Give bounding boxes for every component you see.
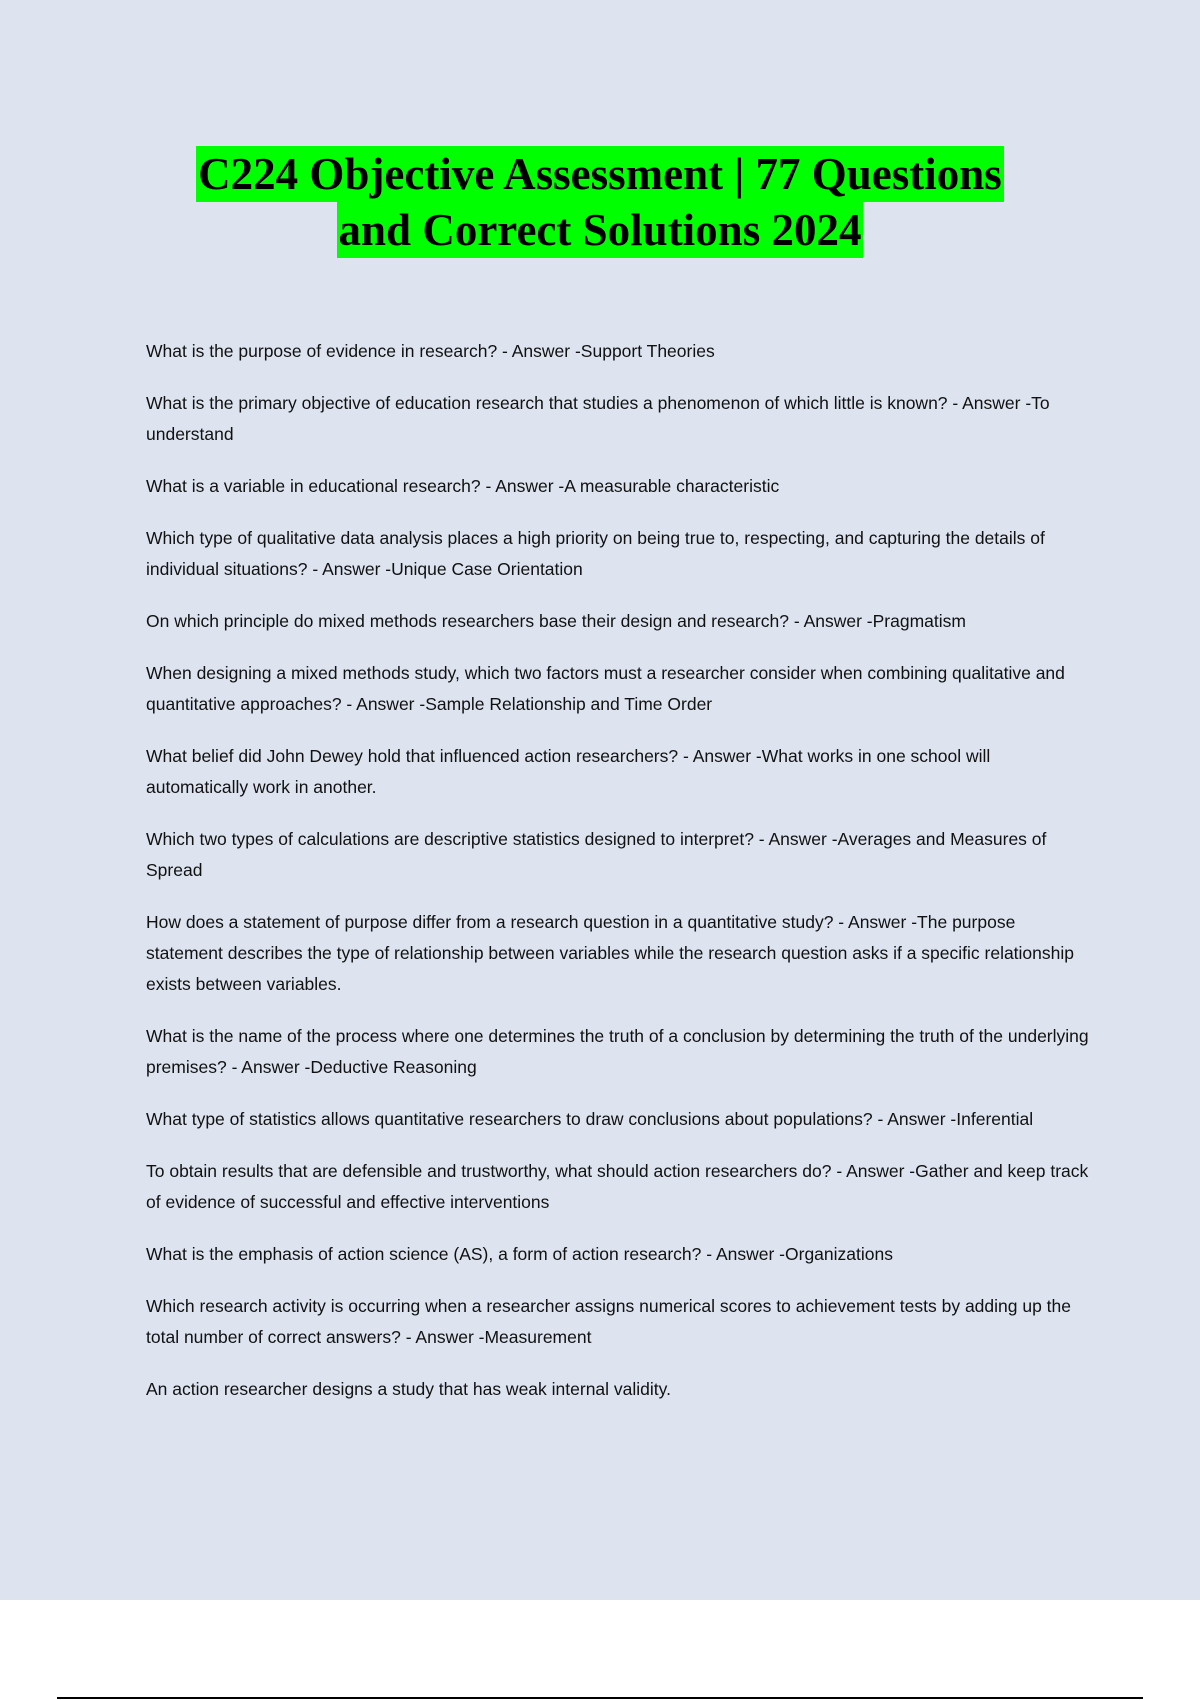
document-title <box>0 146 1200 258</box>
qa-item: To obtain results that are defensible and trustworthy, what should action researchers do? - Answer -Gather and keep track of evidence of successful and effective interventions <box>146 1161 1089 1212</box>
title-line-2: and Correct Solutions 2024 <box>337 202 864 258</box>
qa-item: How does a statement of purpose differ from a research question in a quantitative study? - Answer -The purpose statement describes the type of relationship between variables while the research question asks if a specific relationship exists between variables. <box>146 912 1075 994</box>
qa-item: What is the name of the process where one determines the truth of a conclusion by determining the truth of the underlying premises? - Answer -Deductive Reasoning <box>146 1026 1089 1077</box>
qa-item: What is the emphasis of action science (AS), a form of action research? - Answer -Organizations <box>146 1244 893 1264</box>
qa-item: What is the purpose of evidence in research? - Answer -Support Theories <box>146 341 715 361</box>
qa-item: An action researcher designs a study that has weak internal validity. <box>146 1379 671 1399</box>
title-line-1: C224 Objective Assessment | 77 Questions <box>196 146 1004 202</box>
qa-item: What type of statistics allows quantitative researchers to draw conclusions about populations? - Answer -Inferential <box>146 1109 1034 1129</box>
qa-item: Which research activity is occurring when a researcher assigns numerical scores to achievement tests by adding up the total number of correct answers? - Answer -Measurement <box>146 1296 1072 1347</box>
qa-item: On which principle do mixed methods researchers base their design and research? - Answer -Pragmatism <box>146 611 966 631</box>
qa-item: What is the primary objective of education research that studies a phenomenon of which little is known? - Answer -To understand <box>146 393 1050 444</box>
footer-divider <box>57 1697 1143 1699</box>
qa-item: Which type of qualitative data analysis places a high priority on being true to, respecting, and capturing the details of individual situations? - Answer -Unique Case Orientation <box>146 528 1045 579</box>
qa-item: Which two types of calculations are descriptive statistics designed to interpret? - Answer -Averages and Measures of Spread <box>146 829 1047 880</box>
qa-list <box>146 336 1091 1426</box>
qa-item: What belief did John Dewey hold that influenced action researchers? - Answer -What works in one school will automatically work in another. <box>146 746 991 797</box>
qa-item: When designing a mixed methods study, which two factors must a researcher consider when combining qualitative and quantitative approaches? - Answer -Sample Relationship and Time Order <box>146 663 1065 714</box>
qa-item: What is a variable in educational research? - Answer -A measurable characteristic <box>146 476 780 496</box>
